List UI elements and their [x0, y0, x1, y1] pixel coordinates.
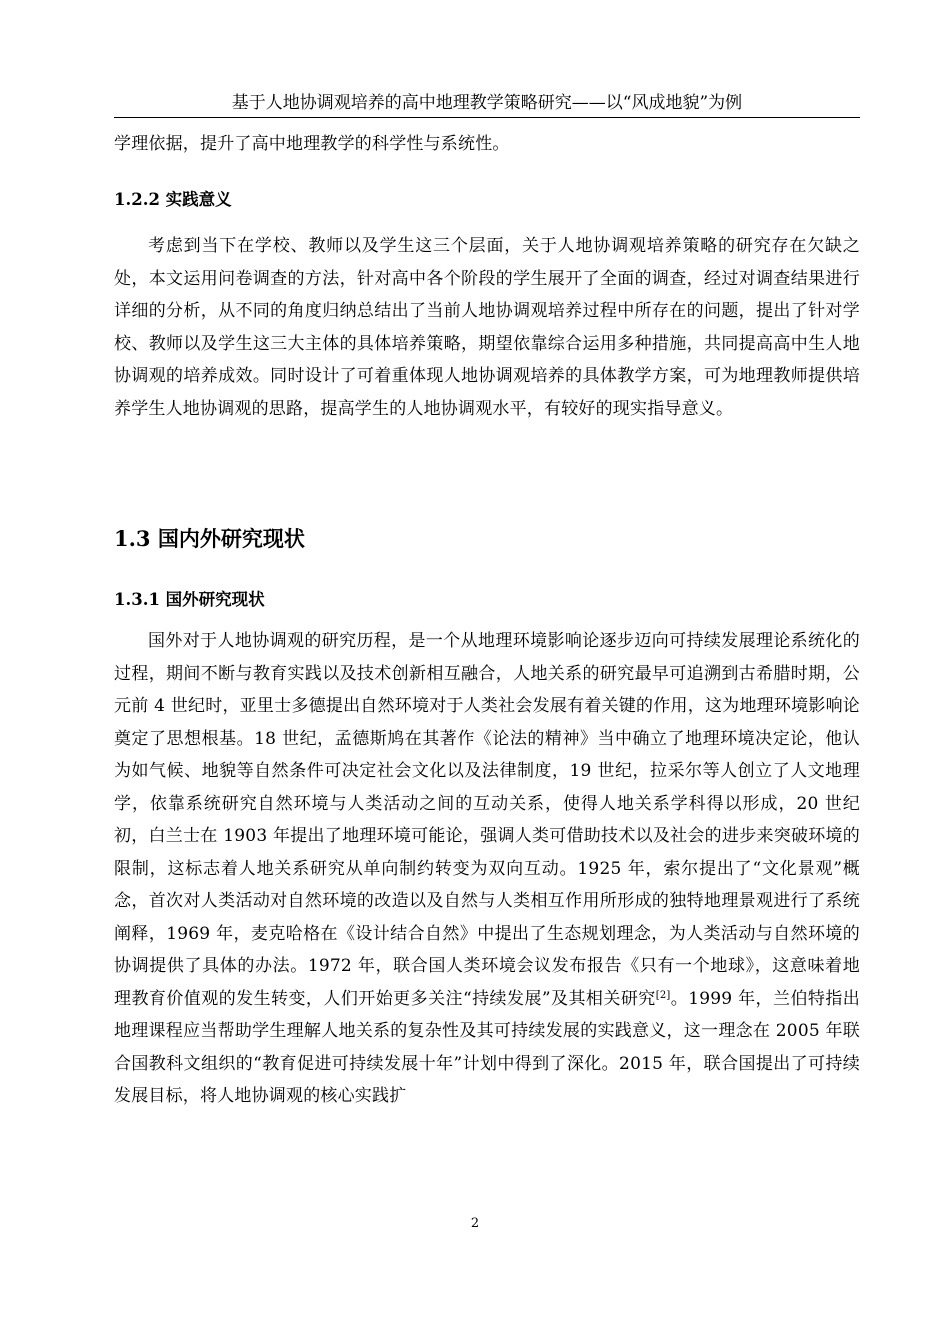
section-heading-1-3-1: 1.3.1 国外研究现状	[114, 590, 265, 609]
paragraph-foreign-research	[114, 625, 860, 1113]
running-header-title: 基于人地协调观培养的高中地理教学策略研究——以“风成地貌”为例	[231, 93, 743, 113]
page-number: 2	[470, 1216, 480, 1231]
header-rule	[114, 117, 860, 118]
continued-paragraph: 学理依据，提升了高中地理教学的科学性与系统性。	[114, 134, 510, 154]
paragraph-practical-significance: 考虑到当下在学校、教师以及学生这三个层面，关于人地协调观培养策略的研究存在欠缺之处，本文运用问卷调查的方法，针对高中各个阶段的学生展开了全面的调查，经过对调查结果进行详细的分析，从不同的角度归纳总结出了当前人地协调观培养过程中所存在的问题，提出了针对学校、教师以及学生这三大主体的具体培养策略，期望依靠综合运用多种措施，共同提高高中生人地协调观的培养成效。同时设计了可着重体现人地协调观培养的具体教学方案，可为地理教师提供培养学生人地协调观的思路，提高学生的人地协调观水平，有较好的现实指导意义。	[114, 236, 860, 419]
section-heading-1-3: 1.3 国内外研究现状	[114, 526, 305, 551]
section-heading-1-2-2: 1.2.2 实践意义	[114, 190, 232, 209]
paragraph-text-part-1: 国外对于人地协调观的研究历程，是一个从地理环境影响论逐步迈向可持续发展理论系统化的过程，期间不断与教育实践以及技术创新相互融合，人地关系的研究最早可追溯到古希腊时期，公元前 4 世纪时，亚里士多德提出自然环境对于人类社会发展有着关键的作用，这为地理环境影响论奠定了思想根基。18 世纪，孟德斯鸠在其著作《论法的精神》当中确立了地理环境决定论，他认为如气候、地貌等自然条件可决定社会文化以及法律制度，19 世纪，拉采尔等人创立了人文地理学，依靠系统研究自然环境与人类活动之间的互动关系，使得人地关系学科得以形成，20 世纪初，白兰士在 1903 年提出了地理环境可能论，强调人类可借助技术以及社会的进步来突破环境的限制，这标志着人地关系研究从单向制约转变为双向互动。1925 年，索尔提出了“文化景观”概念，首次对人类活动对自然环境的改造以及自然与人类相互作用所形成的独特地理景观进行了系统阐释，1969 年，麦克哈格在《设计结合自然》中提出了生态规划理念，为人类活动与自然环境的协调提供了具体的办法。1972 年，联合国人类环境会议发布报告《只有一个地球》，这意味着地理教育价值观的发生转变，人们开始更多关注“持续发展”及其相关研究	[114, 631, 860, 1009]
paragraph-text-part-2: 。1999 年，兰伯特指出地理课程应当帮助学生理解人地关系的复杂性及其可持续发展的实践意义，这一理念在 2005 年联合国教科文组织的“教育促进可持续发展十年”计划中得到了深化。2015 年，联合国提出了可持续发展目标，将人地协调观的核心实践扩	[114, 988, 860, 1106]
citation-marker: [2]	[655, 989, 671, 1001]
